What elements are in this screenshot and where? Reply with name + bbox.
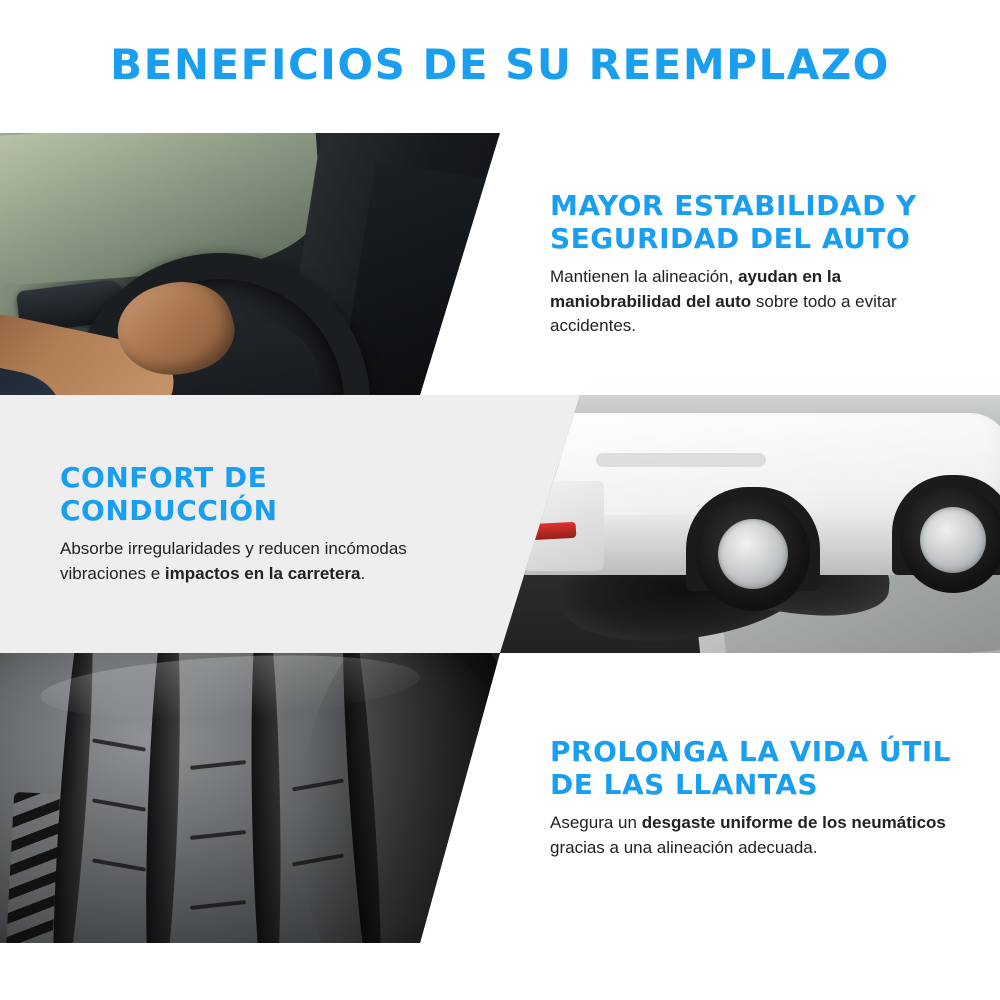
benefit-body-estabilidad-part-2: ayudan en la maniobrabilidad del auto [550, 267, 842, 311]
benefit-body-vida-util-part-1: Asegura un [550, 813, 642, 833]
benefit-body-confort-part-1: Absorbe irregularidades y reducen incómodas vibraciones e [60, 539, 407, 584]
benefit-body-vida-util-part-3: gracias a una alineación adecuada. [550, 838, 818, 858]
benefit-body-estabilidad [550, 265, 950, 339]
benefit-section-confort [0, 395, 1000, 653]
benefit-body-confort [60, 537, 450, 586]
benefit-body-confort-part-2: impactos en la carretera [164, 564, 361, 584]
benefit-section-vida-util [0, 653, 1000, 943]
tire-tread-closeup-photo [0, 653, 500, 943]
benefit-text-vida-util [530, 653, 1000, 943]
benefit-heading-vida-util: PROLONGA LA VIDA ÚTIL DE LAS LLANTAS [550, 735, 951, 802]
driver-hands-on-steering-wheel-photo [0, 133, 500, 395]
benefit-body-estabilidad-part-1: Mantienen la alineación, [550, 267, 739, 287]
benefit-heading-estabilidad: MAYOR ESTABILIDAD Y SEGURIDAD DEL AUTO [550, 189, 917, 256]
benefit-text-confort [0, 395, 470, 653]
white-car-on-damaged-road-photo [500, 395, 1000, 653]
benefit-body-estabilidad-part-3: sobre todo a evitar accidentes. [550, 291, 897, 336]
benefit-text-estabilidad [530, 133, 1000, 395]
benefit-heading-confort: CONFORT DE CONDUCCIÓN [60, 461, 278, 528]
benefit-body-vida-util [550, 811, 950, 860]
benefit-section-estabilidad [0, 133, 1000, 395]
benefit-body-vida-util-part-2: desgaste uniforme de los neumáticos [641, 813, 946, 833]
benefit-body-confort-part-3: . [360, 564, 366, 584]
page-title: BENEFICIOS DE SU REEMPLAZO [110, 40, 890, 89]
